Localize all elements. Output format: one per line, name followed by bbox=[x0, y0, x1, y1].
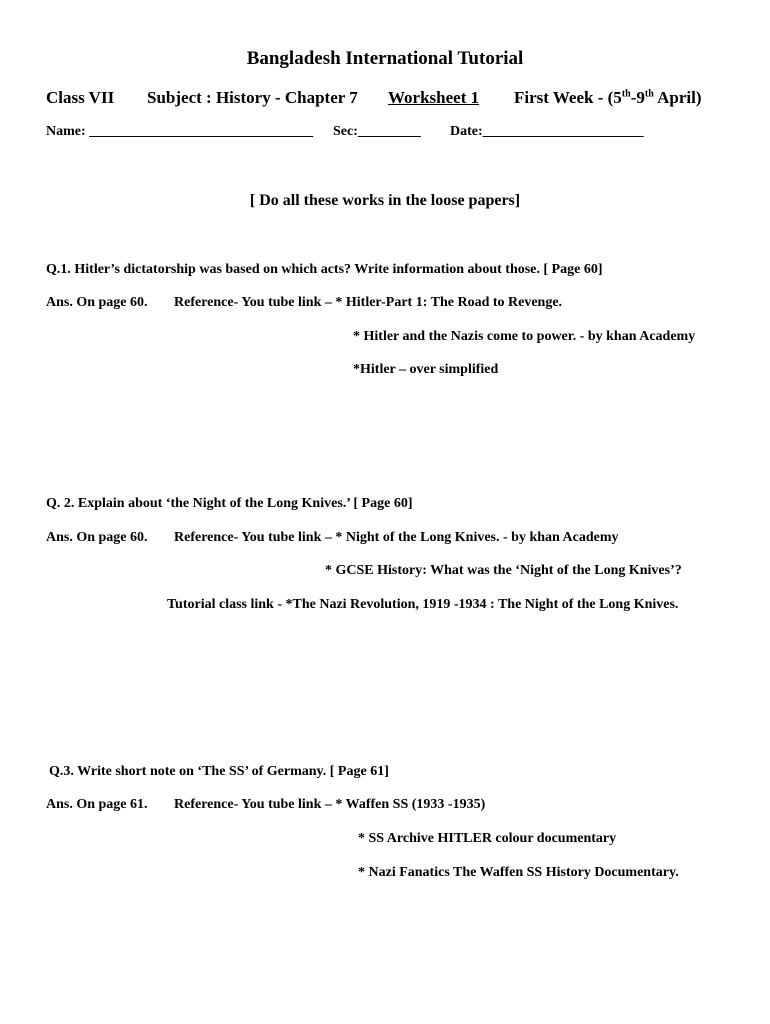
answer-3: Ans. On page 61. bbox=[46, 797, 148, 812]
week-sup-1: th bbox=[621, 88, 631, 100]
instruction-note: [ Do all these works in the loose papers] bbox=[249, 192, 521, 209]
answer-1: Ans. On page 60. bbox=[46, 295, 148, 310]
question-3: Q.3. Write short note on ‘The SS’ of Germany. [ Page 61] bbox=[49, 764, 389, 779]
date-field: Date:_______________________ bbox=[450, 124, 644, 139]
reference-2: Reference- You tube link – * Night of the Long Knives. - by khan Academy bbox=[174, 530, 619, 545]
class-label: Class VII bbox=[46, 88, 115, 107]
question-2: Q. 2. Explain about ‘the Night of the Long Knives.’ [ Page 60] bbox=[46, 496, 413, 511]
link-3-1: * SS Archive HITLER colour documentary bbox=[358, 831, 617, 846]
question-1: Q.1. Hitler’s dictatorship was based on which acts? Write information about those. [ Page 60] bbox=[46, 262, 603, 277]
week-label bbox=[514, 88, 702, 108]
week-mid: -9 bbox=[630, 88, 645, 107]
subject-label: Subject : History - Chapter 7 bbox=[147, 88, 358, 107]
week-prefix: First Week - (5 bbox=[514, 88, 622, 107]
reference-3: Reference- You tube link – * Waffen SS (1933 -1935) bbox=[174, 797, 486, 812]
week-suffix: April) bbox=[653, 88, 702, 107]
week-sup-2: th bbox=[644, 88, 654, 100]
link-3-2: * Nazi Fanatics The Waffen SS History Documentary. bbox=[358, 865, 679, 880]
school-title: Bangladesh International Tutorial bbox=[246, 48, 524, 69]
name-field: Name: ________________________________ bbox=[46, 124, 314, 139]
worksheet-label: Worksheet 1 bbox=[388, 88, 480, 107]
link-2-1: * GCSE History: What was the ‘Night of the Long Knives’? bbox=[325, 563, 682, 578]
answer-2: Ans. On page 60. bbox=[46, 530, 148, 545]
link-1-2: *Hitler – over simplified bbox=[353, 362, 499, 377]
sec-field: Sec:_________ bbox=[333, 124, 421, 139]
link-2-2: Tutorial class link - *The Nazi Revolution, 1919 -1934 : The Night of the Long Knives. bbox=[167, 597, 679, 612]
link-1-1: * Hitler and the Nazis come to power. - by khan Academy bbox=[353, 329, 696, 344]
reference-1: Reference- You tube link – * Hitler-Part 1: The Road to Revenge. bbox=[174, 295, 563, 310]
